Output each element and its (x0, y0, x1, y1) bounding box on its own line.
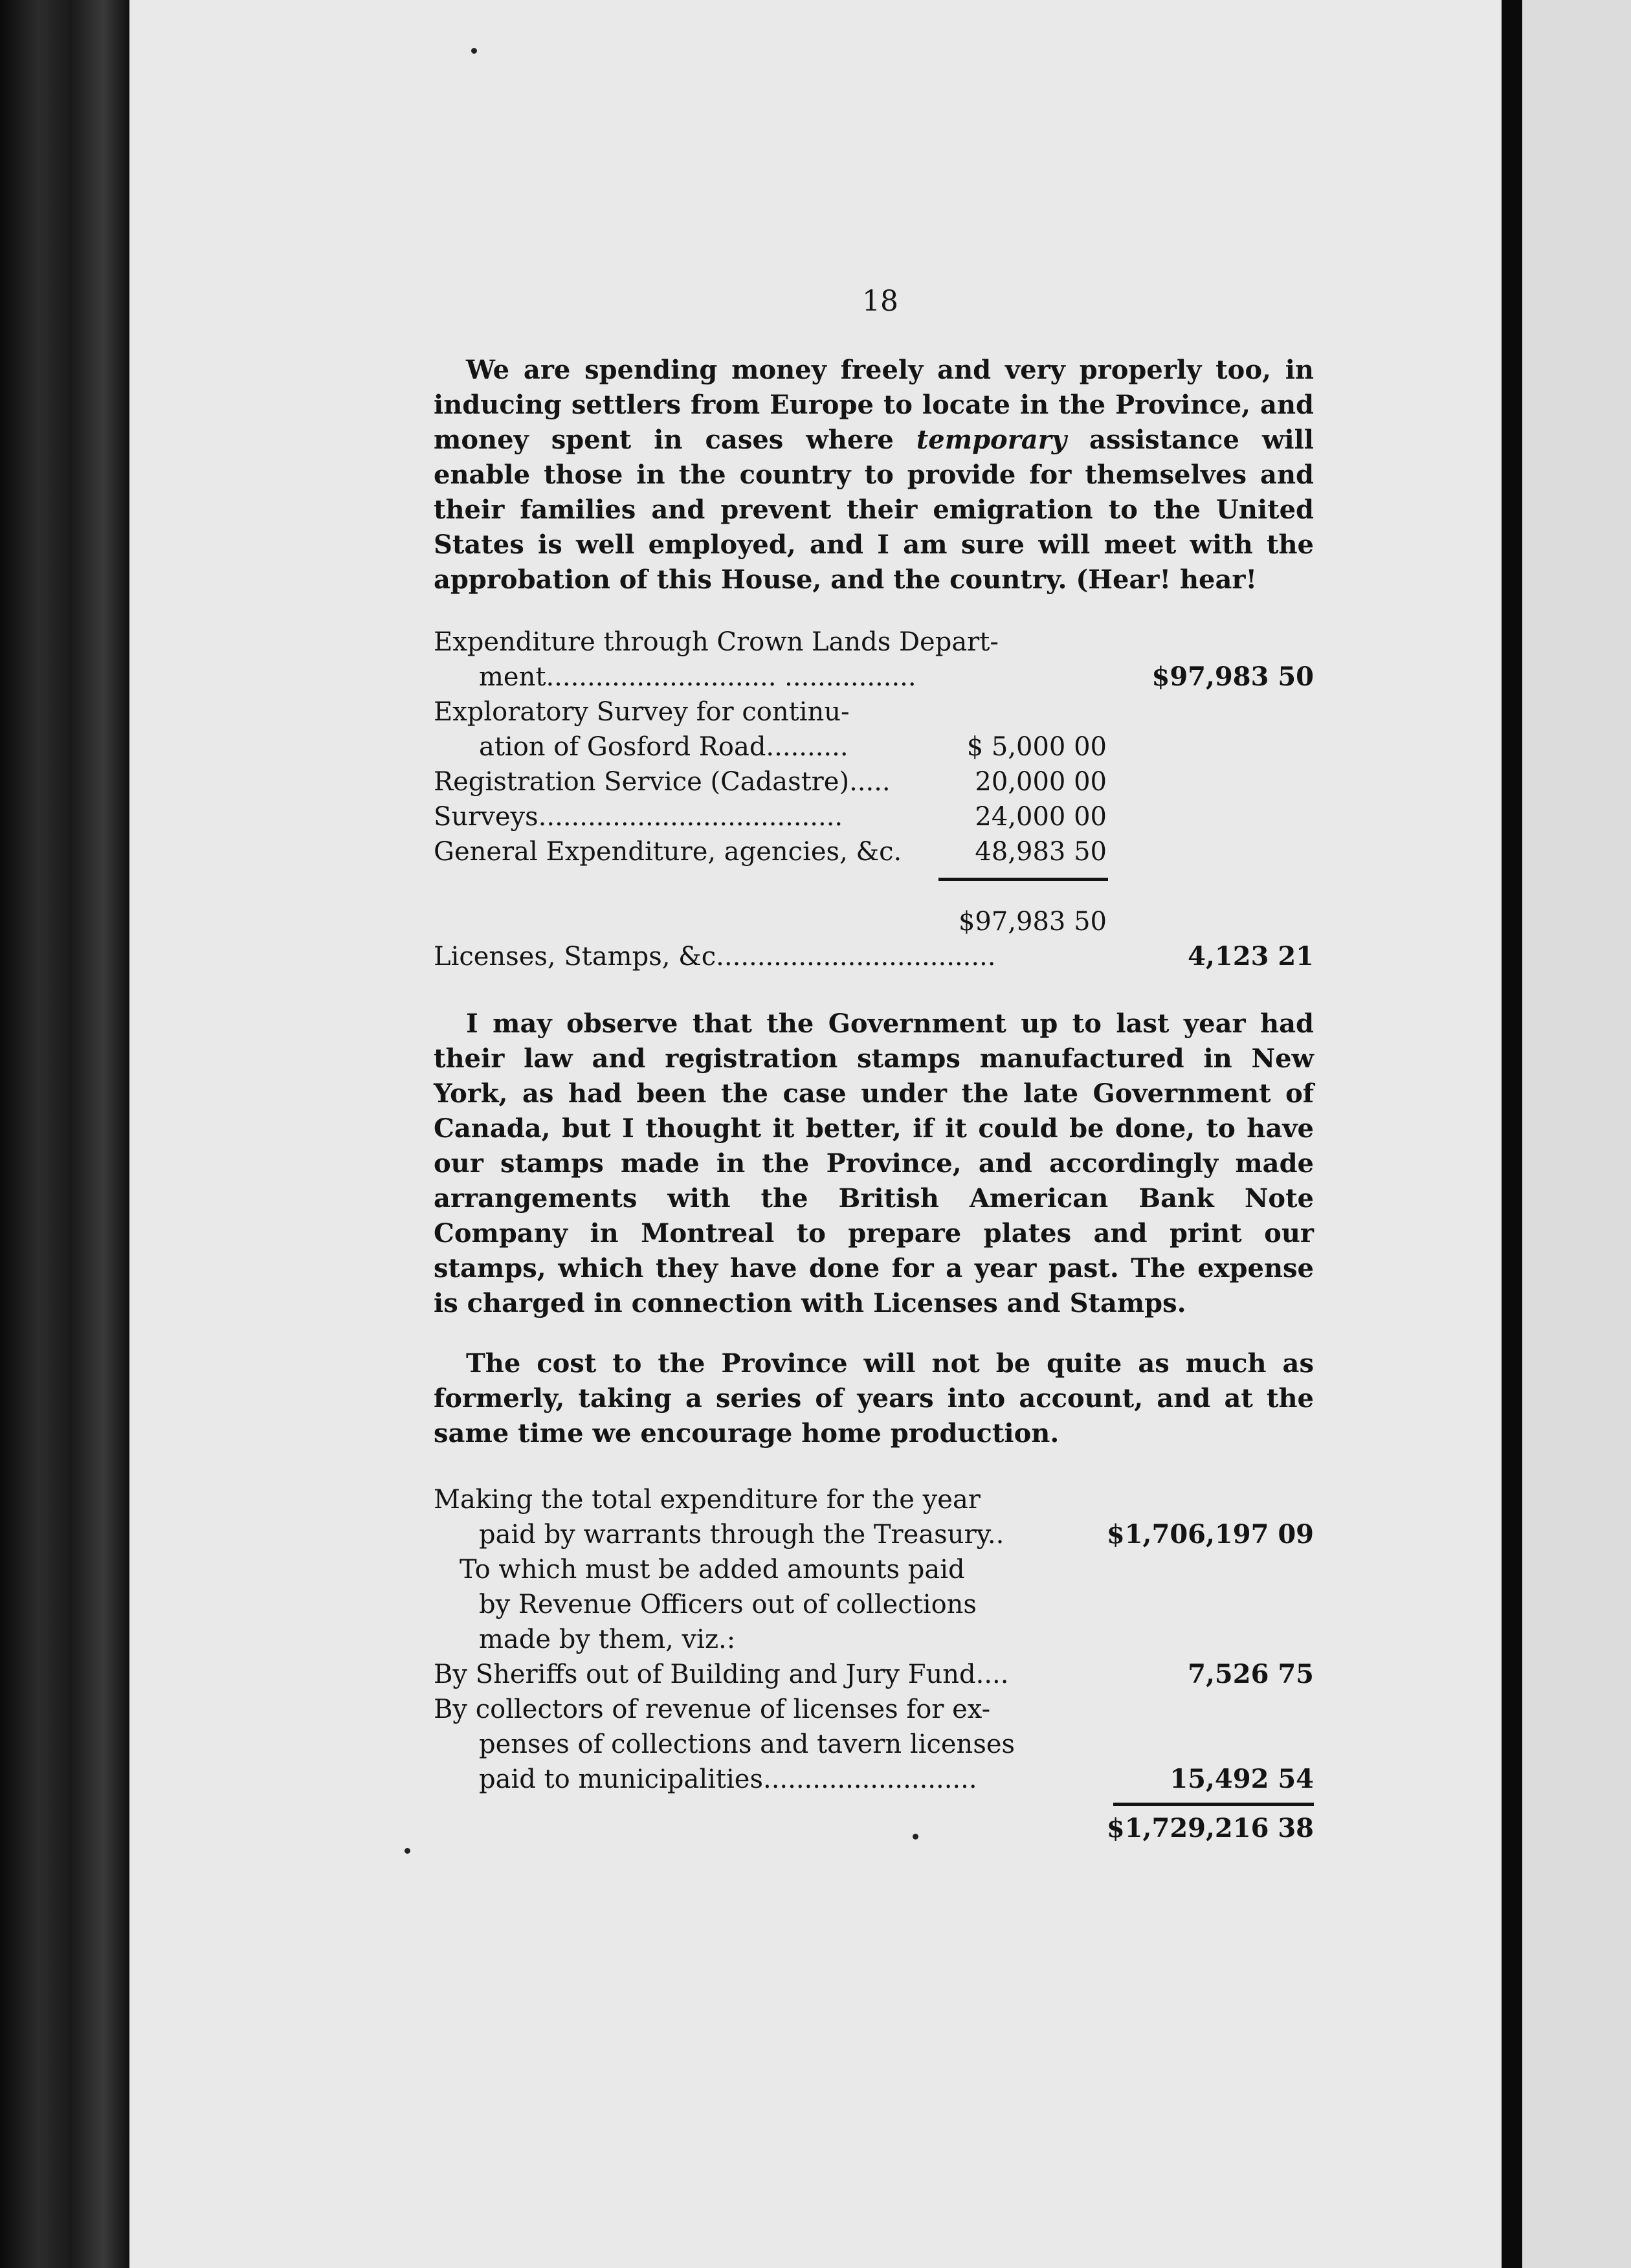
emphasis-text: temporary (916, 425, 1067, 455)
licenses-label: Licenses, Stamps, &c.................................. (434, 942, 996, 972)
ledger-total: $97,983 50 (1151, 662, 1314, 692)
ledger-item-label: Surveys..................................... (434, 802, 843, 832)
page-gutter (1502, 0, 1522, 2268)
ledger-item-label: ation of Gosford Road.......... (479, 732, 849, 762)
totals-label: made by them, viz.: (479, 1625, 736, 1654)
paragraph-text: The cost to the Province will not be quite as much as formerly, taking a series of years into account, and at the same time we encourage home production. (434, 1348, 1314, 1449)
totals-label: To which must be added amounts paid (460, 1555, 965, 1584)
paragraph-settlers (434, 353, 1314, 597)
book-spine (0, 0, 129, 2268)
ledger-item-amount: 24,000 00 (975, 802, 1107, 832)
subtotal-rule (938, 878, 1108, 881)
grand-total: $1,729,216 38 (1106, 1813, 1314, 1843)
totals-label: Making the total expenditure for the year (434, 1485, 981, 1515)
paragraph-text: I may observe that the Government up to last year had their law and registration stamps manufactured in New York, as had been the case under the late Government of Canada, but I thought it better, if it could be done, to have our stamps made in the Province, and accordingly made arrangements with the British American Bank Note Company in Montreal to prepare plates and print our stamps, which they have done for a year past. The expense is charged in connection with Licenses and Stamps. (434, 1008, 1314, 1318)
treasury-amount: $1,706,197 09 (1106, 1519, 1314, 1550)
totals-label: by Revenue Officers out of collections (479, 1590, 977, 1619)
grand-total-rule (1113, 1803, 1314, 1806)
paragraph-text: assistance will enable those in the country to provide for themselves and their families and prevent their emigration to the United States is well employed, and I am sure will meet with the approbation of this House, and the country. (Hear! hear! (434, 425, 1315, 595)
paragraph-stamps (434, 1006, 1314, 1321)
ledger-item-label: Exploratory Survey for continu- (434, 697, 850, 727)
sheriffs-label: By Sheriffs out of Building and Jury Fund.... (434, 1660, 1009, 1689)
totals-ledger (434, 1482, 1314, 1843)
ledger-item-amount: 20,000 00 (975, 767, 1107, 797)
ledger-item-amount: 48,983 50 (975, 837, 1107, 867)
ledger-heading: ment............................ ................ (479, 662, 916, 692)
collectors-label: By collectors of revenue of licenses for ex- (434, 1695, 991, 1724)
ledger-item-label: General Expenditure, agencies, &c. (434, 837, 902, 867)
speck (471, 48, 477, 54)
paragraph-text: We are spending money freely and very properly too, in inducing settlers from Europe to locate in the Province, and money spent in cases where (434, 355, 1314, 455)
facing-page-edge (1522, 0, 1631, 2268)
page-number: 18 (862, 285, 898, 318)
collectors-amount: 15,492 54 (1170, 1764, 1314, 1794)
collectors-label: paid to municipalities.......................... (479, 1764, 977, 1794)
totals-label: paid by warrants through the Treasury.. (479, 1520, 1004, 1550)
speck (405, 1848, 410, 1854)
ledger-heading: Expenditure through Crown Lands Depart- (434, 627, 999, 657)
paragraph-cost (434, 1346, 1314, 1451)
ledger-subtotal: $97,983 50 (958, 907, 1107, 937)
sheriffs-amount: 7,526 75 (1188, 1659, 1314, 1689)
licenses-amount: 4,123 21 (1188, 941, 1314, 972)
ledger-item-label: Registration Service (Cadastre)..... (434, 767, 891, 797)
ledger-item-amount: $ 5,000 00 (966, 732, 1107, 762)
collectors-label: penses of collections and tavern licenses (479, 1729, 1015, 1759)
crown-lands-ledger (434, 625, 1314, 987)
